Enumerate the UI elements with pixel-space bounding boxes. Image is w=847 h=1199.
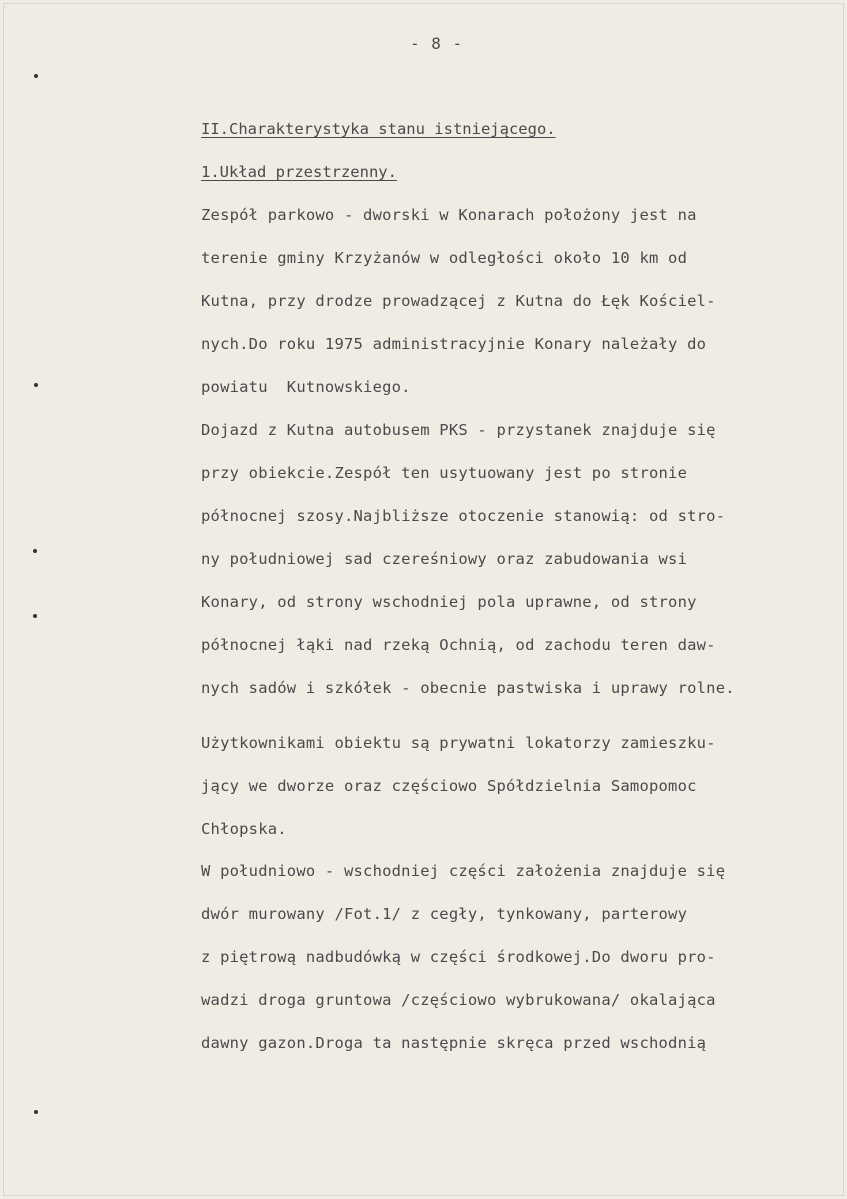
text-line: Użytkownikami obiektu są prywatni lokatorzy zamieszku- [201, 734, 716, 752]
text-line: W południowo - wschodniej części założenia znajduje się [201, 862, 726, 880]
text-line: wadzi droga gruntowa /częściowo wybrukowana/ okalająca [201, 991, 716, 1009]
section-heading: II.Charakterystyka stanu istniejącego. [201, 120, 556, 138]
text-line: nych.Do roku 1975 administracyjnie Konary należały do [201, 335, 707, 353]
text-line: Konary, od strony wschodniej pola uprawne, od strony [201, 593, 697, 611]
text-line: Zespół parkowo - dworski w Konarach położony jest na [201, 206, 697, 224]
text-line: Chłopska. [201, 820, 287, 838]
punch-hole-mark [33, 614, 37, 618]
text-line: nych sadów i szkółek - obecnie pastwiska i uprawy rolne. [201, 679, 735, 697]
text-line: północnej szosy.Najbliższe otoczenie stanowią: od stro- [201, 507, 726, 525]
text-line: Dojazd z Kutna autobusem PKS - przystanek znajduje się [201, 421, 716, 439]
text-line: jący we dworze oraz częściowo Spółdzielnia Samopomoc [201, 777, 697, 795]
text-line: północnej łąki nad rzeką Ochnią, od zachodu teren daw- [201, 636, 716, 654]
text-line: Kutna, przy drodze prowadzącej z Kutna do Łęk Kościel- [201, 292, 716, 310]
punch-hole-mark [34, 383, 38, 387]
page-number: - 8 - [410, 34, 464, 53]
text-line: dwór murowany /Fot.1/ z cegły, tynkowany, parterowy [201, 905, 688, 923]
punch-hole-mark [34, 74, 38, 78]
text-line: z piętrową nadbudówką w części środkowej.Do dworu pro- [201, 948, 716, 966]
subsection-heading: 1.Układ przestrzenny. [201, 163, 397, 181]
punch-hole-mark [34, 1110, 38, 1114]
text-line: dawny gazon.Droga ta następnie skręca przed wschodnią [201, 1034, 707, 1052]
text-line: terenie gminy Krzyżanów w odległości około 10 km od [201, 249, 688, 267]
text-line: powiatu Kutnowskiego. [201, 378, 411, 396]
text-line: przy obiekcie.Zespół ten usytuowany jest po stronie [201, 464, 688, 482]
punch-hole-mark [33, 549, 37, 553]
text-line: ny południowej sad czereśniowy oraz zabudowania wsi [201, 550, 688, 568]
